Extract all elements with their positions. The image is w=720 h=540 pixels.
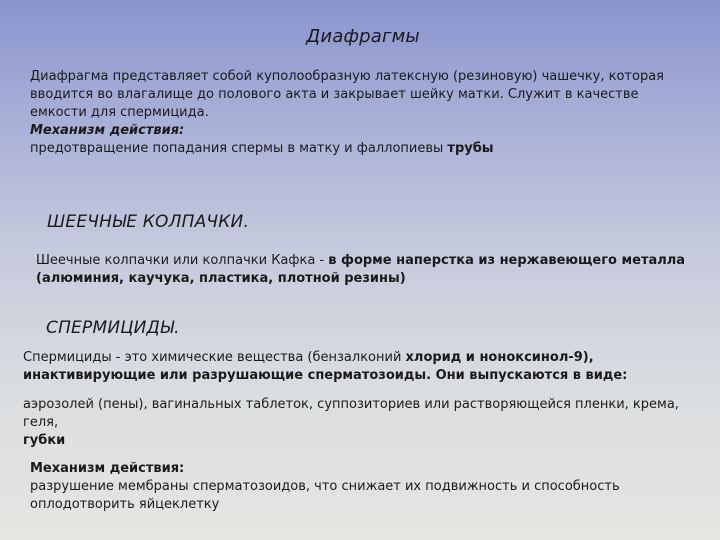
cervical-caps-heading: ШЕЕЧНЫЕ КОЛПАЧКИ. [47, 212, 250, 232]
cervical-caps-description [36, 252, 696, 288]
diaphragm-mechanism-bold: трубы [447, 141, 494, 156]
spermicides-mechanism-label: Механизм действия: [30, 461, 185, 476]
diaphragm-description: Диафрагма представляет собой куполообразную латексную (резиновую) чашечку, которая вводится во влагалище до полового акта и закрывает шейку матки. Служит в качестве емкости для спермицида. [30, 69, 664, 120]
spermicides-bold: хлорид и ноноксинол-9), инактивирующие или разрушающие сперматозоиды. Они выпускаются в виде: [23, 350, 628, 383]
diaphragm-mechanism [30, 122, 690, 158]
spermicides-forms-bold: губки [23, 433, 66, 448]
spermicides-heading: СПЕРМИЦИДЫ. [46, 318, 180, 338]
spermicides-plain: Спермициды - это химические вещества (бензалконий [23, 350, 406, 365]
spermicides-mechanism-text: разрушение мембраны сперматозоидов, что снижает их подвижность и способность оплодотворить яйцеклетку [30, 479, 620, 512]
spermicides-mechanism [30, 460, 690, 514]
diaphragm-mechanism-label: Механизм действия: [30, 123, 185, 138]
spermicides-forms [23, 396, 703, 450]
spermicides-description [23, 349, 713, 385]
slide-title: Диафрагмы [306, 26, 420, 47]
cervical-caps-plain: Шеечные колпачки или колпачки Кафка - [36, 253, 329, 268]
spermicides-forms-plain: аэрозолей (пены), вагинальных таблеток, суппозиториев или растворяющейся пленки, крема, геля, [23, 397, 679, 430]
diaphragm-mechanism-text [30, 140, 690, 158]
diaphragm-mechanism-plain: предотвращение попадания спермы в матку и фаллопиевы [30, 141, 448, 156]
cervical-caps-bold: в форме наперстка из нержавеющего металла (алюминия, каучука, пластика, плотной резины) [36, 253, 686, 286]
